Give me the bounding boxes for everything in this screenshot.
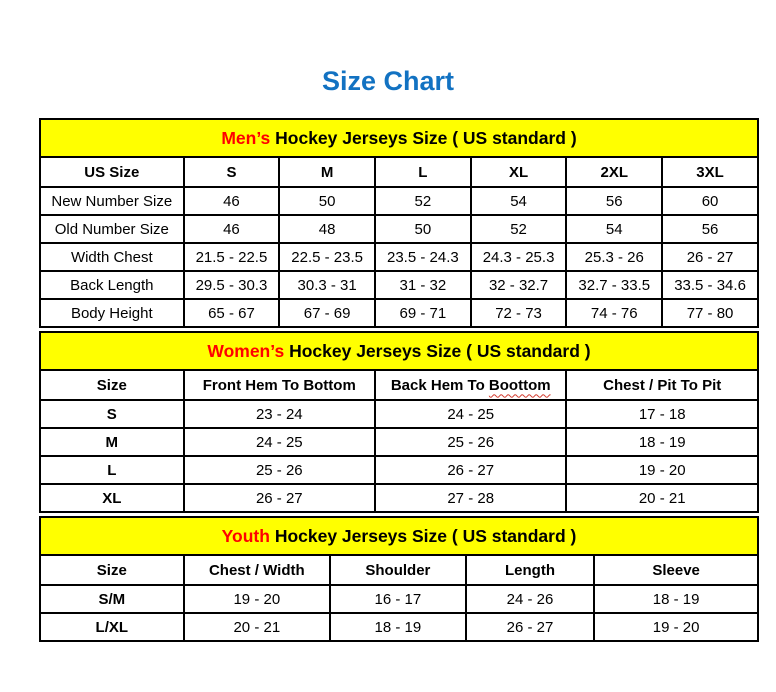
column-header-back-hem: [375, 370, 566, 400]
youth-title-text: Hockey Jerseys Size ( US standard ): [274, 525, 577, 546]
size-value: 46: [184, 215, 280, 243]
table-row: [40, 428, 758, 456]
table-row: [40, 400, 758, 428]
size-chart: [39, 118, 759, 642]
size-value: 48: [279, 215, 375, 243]
column-header: S: [184, 157, 280, 187]
size-value: 30.3 - 31: [279, 271, 375, 299]
column-header: Size: [40, 370, 184, 400]
size-value: 32.7 - 33.5: [566, 271, 662, 299]
row-label: Width Chest: [40, 243, 184, 271]
womens-size-table: [39, 331, 759, 513]
size-value: 24.3 - 25.3: [471, 243, 567, 271]
row-label: Body Height: [40, 299, 184, 327]
row-label: S/M: [40, 585, 184, 613]
column-header: Chest / Width: [184, 555, 330, 585]
mens-title-accent: Men’s: [221, 127, 271, 148]
column-header: Shoulder: [330, 555, 466, 585]
size-value: 26 - 27: [662, 243, 758, 271]
size-value: 74 - 76: [566, 299, 662, 327]
size-value: 23 - 24: [184, 400, 375, 428]
table-row: [40, 613, 758, 641]
table-row: [40, 299, 758, 327]
back-hem-prefix: Back Hem To: [390, 376, 485, 394]
row-label: M: [40, 428, 184, 456]
size-value: 20 - 21: [566, 484, 758, 512]
size-value: 29.5 - 30.3: [184, 271, 280, 299]
column-header: US Size: [40, 157, 184, 187]
size-value: 19 - 20: [566, 456, 758, 484]
size-value: 24 - 26: [466, 585, 595, 613]
size-value: 19 - 20: [184, 585, 330, 613]
size-value: 21.5 - 22.5: [184, 243, 280, 271]
youth-size-table: [39, 516, 759, 642]
row-label: New Number Size: [40, 187, 184, 215]
size-value: 26 - 27: [466, 613, 595, 641]
womens-title-accent: Women’s: [207, 340, 285, 361]
size-value: 52: [375, 187, 471, 215]
back-hem-typo-word: Boottom: [488, 376, 551, 394]
row-label: L: [40, 456, 184, 484]
size-value: 50: [279, 187, 375, 215]
size-value: 24 - 25: [184, 428, 375, 456]
size-value: 77 - 80: [662, 299, 758, 327]
row-label: XL: [40, 484, 184, 512]
size-value: 26 - 27: [375, 456, 566, 484]
size-value: 56: [662, 215, 758, 243]
page-title: Size Chart: [321, 66, 455, 96]
size-value: 67 - 69: [279, 299, 375, 327]
size-value: 18 - 19: [330, 613, 466, 641]
table-row: [40, 484, 758, 512]
size-value: 31 - 32: [375, 271, 471, 299]
size-value: 54: [471, 187, 567, 215]
youth-section-title: [40, 517, 758, 555]
size-value: 18 - 19: [566, 428, 758, 456]
table-row: [40, 585, 758, 613]
column-header: L: [375, 157, 471, 187]
table-row: [40, 187, 758, 215]
column-header: XL: [471, 157, 567, 187]
column-header: Sleeve: [594, 555, 758, 585]
size-value: 65 - 67: [184, 299, 280, 327]
column-header: M: [279, 157, 375, 187]
size-value: 23.5 - 24.3: [375, 243, 471, 271]
size-value: 50: [375, 215, 471, 243]
column-header: Size: [40, 555, 184, 585]
size-value: 69 - 71: [375, 299, 471, 327]
size-value: 32 - 32.7: [471, 271, 567, 299]
row-label: L/XL: [40, 613, 184, 641]
size-value: 17 - 18: [566, 400, 758, 428]
size-value: 24 - 25: [375, 400, 566, 428]
size-value: 56: [566, 187, 662, 215]
table-row: [40, 271, 758, 299]
size-value: 72 - 73: [471, 299, 567, 327]
size-value: 19 - 20: [594, 613, 758, 641]
size-value: 46: [184, 187, 280, 215]
womens-title-text: Hockey Jerseys Size ( US standard ): [289, 340, 591, 361]
size-value: 52: [471, 215, 567, 243]
mens-section-title: [40, 119, 758, 157]
size-value: 25.3 - 26: [566, 243, 662, 271]
size-value: 20 - 21: [184, 613, 330, 641]
womens-section-title: [40, 332, 758, 370]
row-label: Back Length: [40, 271, 184, 299]
size-value: 18 - 19: [594, 585, 758, 613]
mens-size-table: [39, 118, 759, 328]
size-value: 26 - 27: [184, 484, 375, 512]
column-header: Chest / Pit To Pit: [566, 370, 758, 400]
table-row: [40, 243, 758, 271]
column-header: Length: [466, 555, 595, 585]
table-row: [40, 215, 758, 243]
size-value: 16 - 17: [330, 585, 466, 613]
size-value: 25 - 26: [184, 456, 375, 484]
size-value: 33.5 - 34.6: [662, 271, 758, 299]
mens-title-text: Hockey Jerseys Size ( US standard ): [275, 127, 577, 148]
table-row: [40, 456, 758, 484]
column-header: 2XL: [566, 157, 662, 187]
size-value: 54: [566, 215, 662, 243]
column-header: Front Hem To Bottom: [184, 370, 375, 400]
column-header: 3XL: [662, 157, 758, 187]
size-value: 25 - 26: [375, 428, 566, 456]
row-label: S: [40, 400, 184, 428]
youth-title-accent: Youth: [221, 525, 270, 546]
size-value: 60: [662, 187, 758, 215]
row-label: Old Number Size: [40, 215, 184, 243]
size-value: 22.5 - 23.5: [279, 243, 375, 271]
size-value: 27 - 28: [375, 484, 566, 512]
